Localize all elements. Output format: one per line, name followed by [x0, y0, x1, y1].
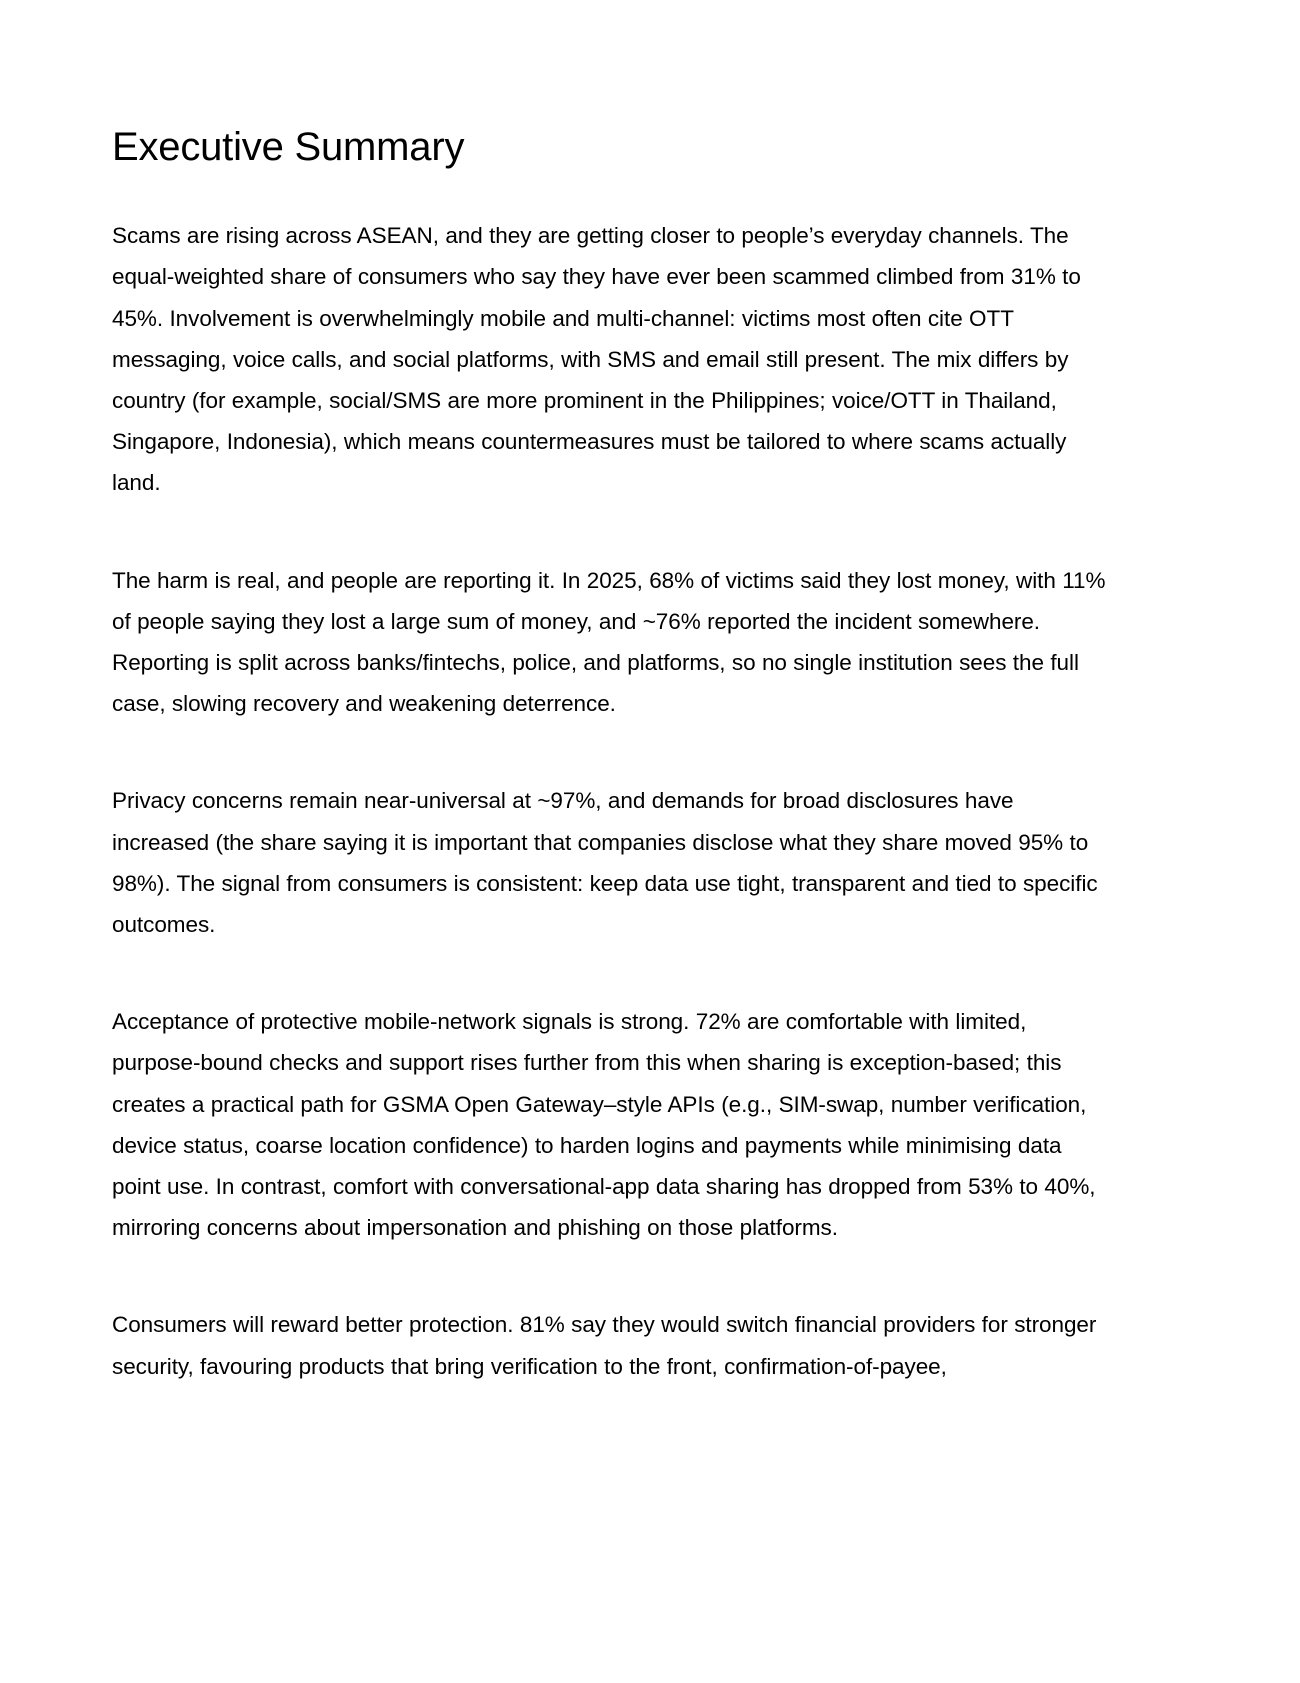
- paragraph-privacy-concerns: Privacy concerns remain near-universal at ~97%, and demands for broad disclosures have increased (the share saying it is important that companies disclose what they share moved 95% to 98%). The signal from consumers is consistent: keep data use tight, transparent and tied to specific outcomes.: [112, 788, 1098, 938]
- page-title: Executive Summary: [112, 125, 465, 169]
- paragraph-consumer-switching: Consumers will reward better protection. 81% say they would switch financial providers for stronger security, favouring products that bring verification to the front, confirmation-of-payee,: [112, 1312, 1097, 1379]
- paragraph-network-signal-acceptance: Acceptance of protective mobile-network signals is strong. 72% are comfortable with limited, purpose-bound checks and support rises further from this when sharing is exception-based; this creates a practical path for GSMA Open Gateway–style APIs (e.g., SIM-swap, number verification, device status, coarse location confidence) to harden logins and payments while minimising data point use. In contrast, comfort with conversational-app data sharing has dropped from 53% to 40%, mirroring concerns about impersonation and phishing on those platforms.: [112, 1009, 1096, 1241]
- paragraph-harm-and-reporting: The harm is real, and people are reporting it. In 2025, 68% of victims said they lost money, with 11% of people saying they lost a large sum of money, and ~76% reported the incident somewhere. Reporting is split across banks/fintechs, police, and platforms, so no single institution sees the full case, slowing recovery and weakening deterrence.: [112, 567, 1106, 717]
- paragraph-scam-prevalence: Scams are rising across ASEAN, and they are getting closer to people’s everyday channels. The equal-weighted share of consumers who say they have ever been scammed climbed from 31% to 45%. Involvement is overwhelmingly mobile and multi-channel: victims most often cite OTT messaging, voice calls, and social platforms, with SMS and email still present. The mix differs by country (for example, social/SMS are more prominent in the Philippines; voice/OTT in Thailand, Singapore, Indonesia), which means countermeasures must be tailored to where scams actually land.: [112, 223, 1081, 496]
